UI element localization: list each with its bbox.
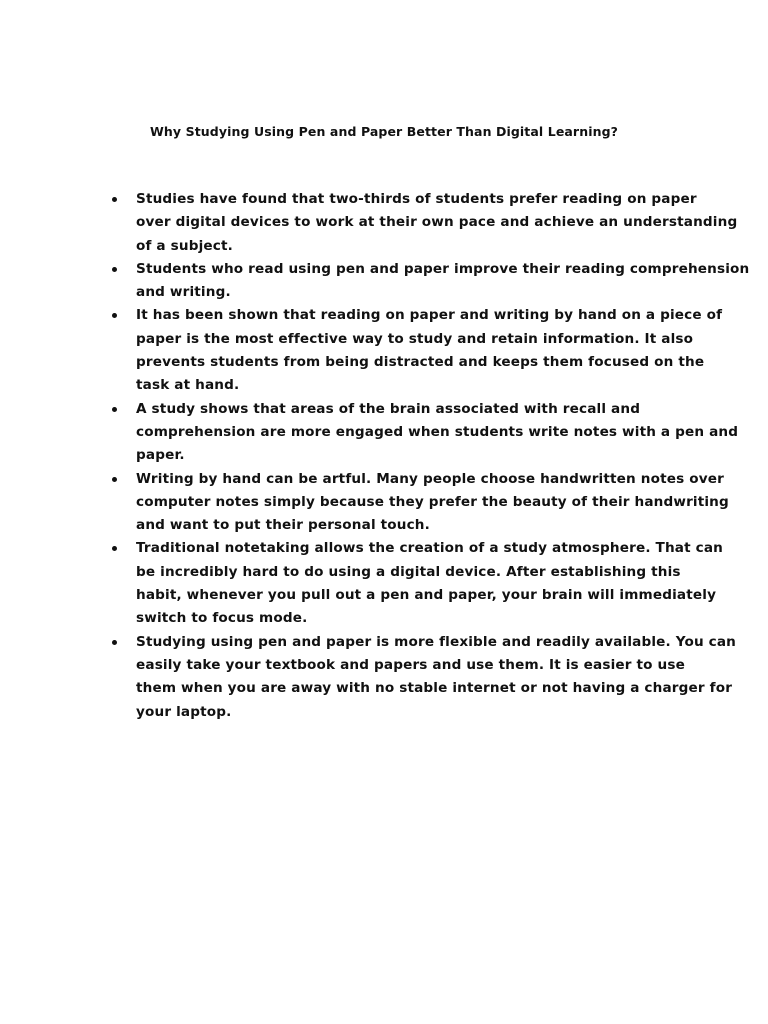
bullet-line: task at hand.	[136, 377, 240, 394]
bullet-dot-icon	[112, 313, 117, 318]
bullet-line: paper is the most effective way to study and retain information. It also	[136, 330, 694, 347]
bullet-line: and want to put their personal touch.	[136, 517, 430, 534]
bullet-line: Traditional notetaking allows the creation of a study atmosphere. That can	[136, 540, 723, 557]
bullet-dot-icon	[112, 640, 117, 645]
bullet-line: paper.	[136, 447, 185, 464]
bullet-line: habit, whenever you pull out a pen and paper, your brain will immediately	[136, 587, 717, 604]
bullet-line: prevents students from being distracted and keeps them focused on the	[136, 354, 705, 371]
bullet-dot-icon	[112, 197, 117, 202]
bullet-line: switch to focus mode.	[136, 610, 308, 627]
bullet-item	[110, 304, 723, 397]
bullet-item	[110, 258, 750, 305]
bullet-line: Studying using pen and paper is more flexible and readily available. You can	[136, 633, 737, 650]
bullet-item	[110, 631, 737, 724]
bullet-line: A study shows that areas of the brain associated with recall and	[136, 400, 641, 417]
bullet-line: over digital devices to work at their own pace and achieve an understanding	[136, 214, 738, 231]
document-title: Why Studying Using Pen and Paper Better Than Digital Learning?	[150, 124, 618, 139]
bullet-line: computer notes simply because they prefer the beauty of their handwriting	[136, 493, 729, 510]
bullet-list	[110, 188, 750, 724]
bullet-item	[110, 398, 739, 468]
bullet-dot-icon	[112, 546, 117, 551]
bullet-item	[110, 537, 723, 630]
bullet-dot-icon	[112, 267, 117, 272]
bullet-line: Students who read using pen and paper improve their reading comprehension	[136, 260, 750, 277]
bullet-line: Writing by hand can be artful. Many people choose handwritten notes over	[136, 470, 724, 487]
bullet-item	[110, 188, 738, 258]
bullet-line: It has been shown that reading on paper and writing by hand on a piece of	[136, 307, 723, 324]
bullet-line: them when you are away with no stable internet or not having a charger for	[136, 680, 733, 697]
bullet-line: comprehension are more engaged when students write notes with a pen and	[136, 423, 739, 440]
bullet-line: your laptop.	[136, 703, 232, 720]
bullet-item	[110, 468, 729, 538]
bullet-line: easily take your textbook and papers and use them. It is easier to use	[136, 656, 685, 673]
bullet-line: Studies have found that two-thirds of students prefer reading on paper	[136, 191, 697, 207]
bullet-line: be incredibly hard to do using a digital device. After establishing this	[136, 563, 681, 580]
bullet-line: of a subject.	[136, 237, 233, 254]
bullet-dot-icon	[112, 407, 117, 412]
bullet-line: and writing.	[136, 284, 231, 301]
bullet-dot-icon	[112, 477, 117, 482]
